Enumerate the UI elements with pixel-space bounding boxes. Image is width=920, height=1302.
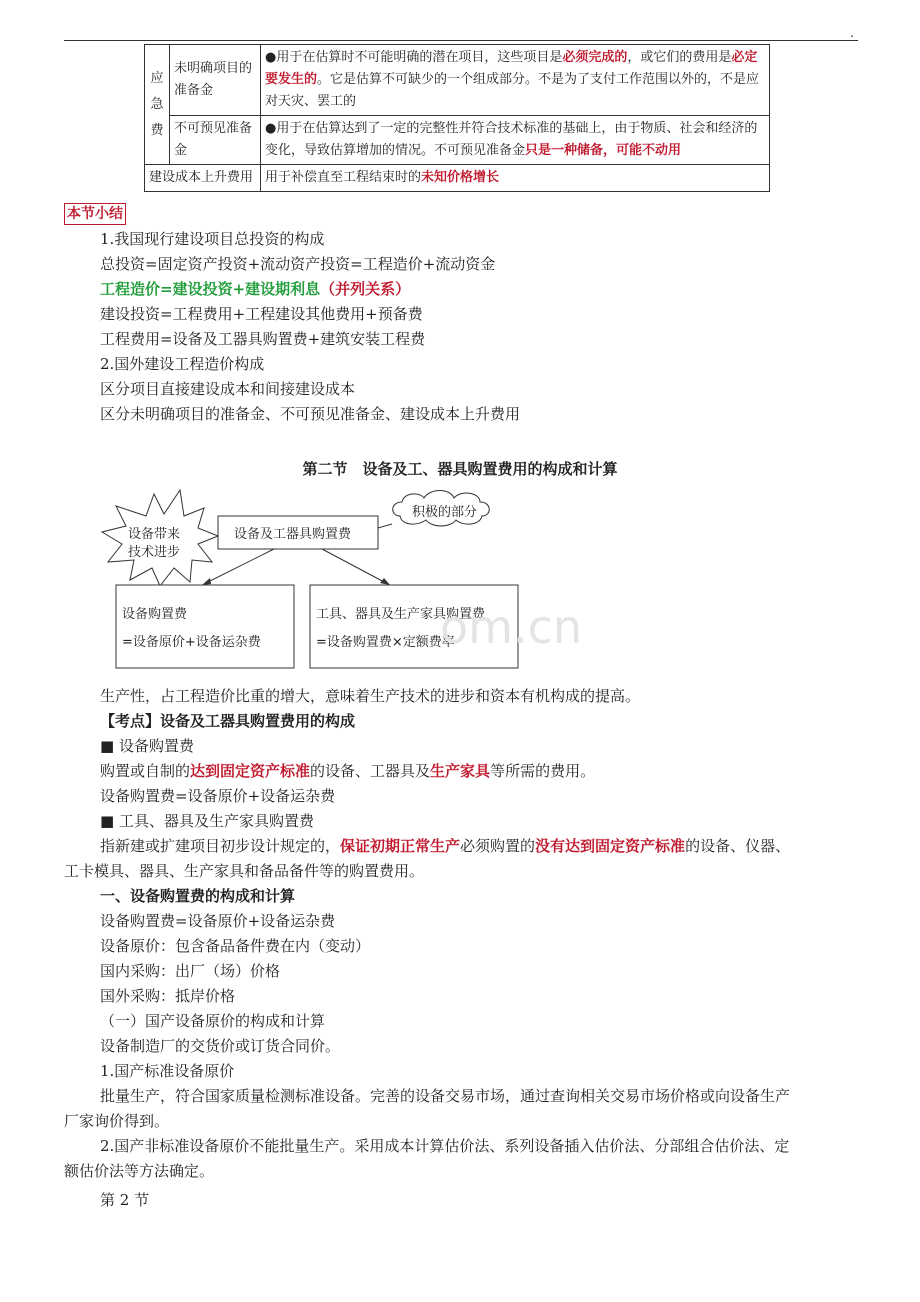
- bullet-heading: ■ 工具、器具及生产家具购置费: [100, 812, 314, 830]
- contingency-label: 应急费: [145, 45, 170, 165]
- summary-line-highlight: [100, 279, 410, 299]
- left-box-text-1: 设备购置费: [122, 607, 188, 622]
- top-box-text: 设备及工器具购置费: [234, 527, 352, 542]
- summary-line: 总投资=固定资产投资+流动资产投资=工程造价+流动资金: [100, 255, 496, 273]
- text: 必须购置的: [460, 837, 536, 855]
- table-row: [145, 45, 770, 116]
- bullet-heading: ■ 设备购置费: [100, 737, 194, 755]
- summary-line: 区分项目直接建设成本和间接建设成本: [100, 380, 356, 398]
- contingency-table: [144, 44, 770, 192]
- body-line: 设备制造厂的交货价或订货合同价。: [100, 1037, 341, 1055]
- summary-line: 1.我国现行建设项目总投资的构成: [100, 230, 325, 248]
- summary-line: 2.国外建设工程造价构成: [100, 355, 265, 373]
- row3-emph: 未知价格增长: [421, 170, 500, 185]
- summary-tag: 本节小结: [64, 203, 126, 225]
- header-rule: [64, 40, 858, 41]
- arrow-left-head: [202, 578, 211, 585]
- row1-desc: [261, 45, 770, 116]
- summary-green: 工程造价=建设投资+建设期利息: [100, 280, 321, 298]
- summary-red: （并列关系）: [320, 280, 411, 298]
- row1-name: 未明确项目的准备金: [170, 45, 261, 116]
- row1-emph-a: 必须完成的: [562, 50, 628, 65]
- row1-emph-b: 必定要发生的: [265, 50, 758, 87]
- table-row: [145, 116, 770, 165]
- body-line: 设备购置费=设备原价+设备运杂费: [100, 787, 336, 805]
- text: 指新建或扩建项目初步设计规定的，: [100, 837, 341, 855]
- left-box-text-2: =设备原价+设备运杂费: [122, 635, 261, 650]
- summary-line: 建设投资=工程费用+工程建设其他费用+预备费: [100, 305, 423, 323]
- row2-name: 不可预见准备金: [170, 116, 261, 165]
- body-line: 国外采购：抵岸价格: [100, 987, 236, 1005]
- row3-desc: [261, 165, 770, 192]
- burst-text-1: 设备带来: [128, 527, 181, 542]
- text: 等所需的费用。: [490, 762, 596, 780]
- table-row: [145, 165, 770, 192]
- body-line: 设备原价：包含备品备件费在内（变动）: [100, 937, 371, 955]
- row2-emph: 只是一种储备，可能不动用: [525, 143, 682, 158]
- body-line: 批量生产，符合国家质量检测标准设备。完善的设备交易市场，通过查询相关交易市场价格或向设备生产: [100, 1087, 791, 1105]
- text: 的设备、仪器、: [685, 837, 791, 855]
- emph: 达到固定资产标准: [190, 762, 311, 780]
- burst-text-2: 技术进步: [128, 545, 181, 560]
- left-box: [116, 585, 294, 668]
- section-heading: 第二节 设备及工、器具购置费用的构成和计算: [302, 460, 618, 478]
- exam-point: 【考点】设备及工器具购置费用的构成: [100, 712, 356, 730]
- body-line: （一）国产设备原价的构成和计算: [100, 1012, 326, 1030]
- cloud-text: 积极的部分: [412, 505, 478, 520]
- body-line: 生产性，占工程造价比重的增大，意味着生产技术的进步和资本有机构成的提高。: [100, 687, 641, 705]
- row1-text-c: 。它是估算不可缺少的一个组成部分。不是为了支付工作范围以外的，不是应对天灾、罢工的: [265, 72, 760, 109]
- body-line: 国内采购：出厂（场）价格: [100, 962, 281, 980]
- arrow-left: [206, 549, 274, 583]
- right-box-text-2: =设备购置费×定额费率: [316, 635, 455, 650]
- body-line: 1.国产标准设备原价: [100, 1062, 235, 1080]
- row1-text-b: ，或它们的费用是: [627, 50, 732, 65]
- row2-desc: [261, 116, 770, 165]
- body-line: 工卡模具、器具、生产家具和备品备件等的购置费用。: [64, 862, 425, 880]
- arrow-right-head: [380, 578, 390, 585]
- header-dot: .: [850, 26, 854, 40]
- body-line: [100, 836, 790, 856]
- row1-text-a: ●用于在估算时不可能明确的潜在项目，这些项目是: [265, 50, 563, 65]
- right-box-text-1: 工具、器具及生产家具购置费: [316, 607, 486, 622]
- cloud-pointer: [378, 524, 392, 528]
- text: 的设备、工器具及: [310, 762, 431, 780]
- page-footer: 第 2 节: [100, 1191, 150, 1209]
- summary-line: 工程费用=设备及工器具购置费+建筑安装工程费: [100, 330, 426, 348]
- body-line: 设备购置费=设备原价+设备运杂费: [100, 912, 336, 930]
- emph: 没有达到固定资产标准: [535, 837, 686, 855]
- emph: 保证初期正常生产: [340, 837, 461, 855]
- row3-text: 用于补偿直至工程结束时的: [265, 170, 422, 185]
- watermark: om.cn: [440, 600, 583, 654]
- row2-text: ●用于在估算达到了一定的完整性并符合技术标准的基础上，由于物质、社会和经济的变化，导致估算增加的情况。不可预见准备金: [265, 121, 758, 158]
- arrow-right: [322, 549, 386, 583]
- body-line: [100, 761, 595, 781]
- emph: 生产家具: [430, 762, 491, 780]
- text: 购置或自制的: [100, 762, 191, 780]
- body-line: 厂家询价得到。: [64, 1112, 170, 1130]
- row3-name: 建设成本上升费用: [145, 165, 261, 192]
- summary-line: 区分未明确项目的准备金、不可预见准备金、建设成本上升费用: [100, 405, 521, 423]
- body-line: 2.国产非标准设备原价不能批量生产。采用成本计算估价法、系列设备插入估价法、分部组合估价法、定: [100, 1137, 790, 1155]
- body-line: 额估价法等方法确定。: [64, 1162, 215, 1180]
- subheading: 一、设备购置费的构成和计算: [100, 887, 296, 905]
